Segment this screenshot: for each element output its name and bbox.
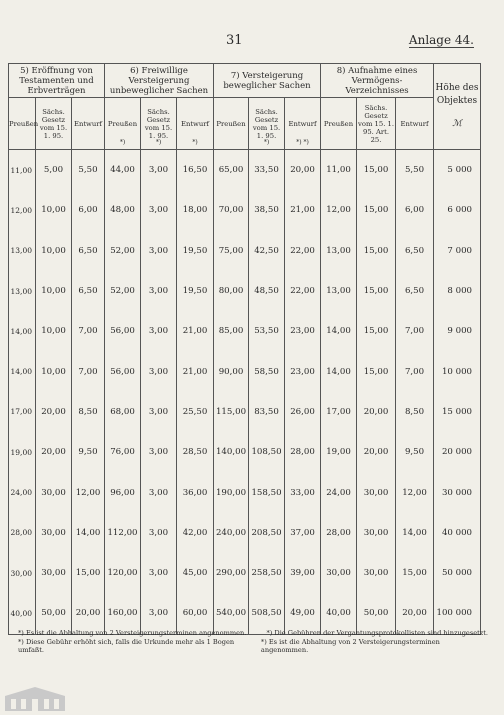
table-cell: 30,00 [321, 553, 357, 593]
table-cell: 15,00 [357, 190, 396, 230]
table-cell: 6,50 [396, 271, 434, 311]
table-cell: 20,00 [285, 150, 321, 191]
footnote-marker: *) [192, 139, 198, 146]
table-cell: 14,00 [9, 351, 36, 391]
fee-table [8, 63, 481, 635]
sub-header-label: Sächs. Gesetz vom 15. 1. 95. [144, 107, 173, 140]
table-cell: 108,50 [249, 432, 285, 472]
table-row [9, 351, 481, 391]
table-cell: 258,50 [249, 553, 285, 593]
group-header-5: 5) Eröffnung von Testamenten und Erbverträgen [9, 64, 105, 98]
table-cell: 3,00 [141, 392, 177, 432]
sub-header-preussen: Preußen [321, 98, 357, 150]
table-cell: 30,00 [357, 472, 396, 512]
table-cell: 15,00 [357, 150, 396, 191]
footnote-marker: *) [263, 139, 270, 146]
table-cell: 6,00 [396, 190, 434, 230]
table-cell: 75,00 [214, 231, 249, 271]
table-cell: 90,00 [214, 351, 249, 391]
table-cell: 58,50 [249, 351, 285, 391]
table-cell: 12,00 [9, 190, 36, 230]
table-cell: 30,00 [36, 553, 72, 593]
table-cell: 48,00 [105, 190, 141, 230]
table-cell: 3,00 [141, 231, 177, 271]
hoehe-header [434, 64, 481, 150]
table-cell: 37,00 [285, 513, 321, 553]
table-cell: 68,00 [105, 392, 141, 432]
table-cell: 85,00 [214, 311, 249, 351]
table-row [9, 593, 481, 634]
table-cell: 42,00 [177, 513, 214, 553]
table-cell: 14,00 [72, 513, 105, 553]
footnote-marker: *) [155, 139, 162, 146]
group-header-7: 7) Versteigerung beweglicher Sachen [214, 64, 321, 98]
table-cell: 140,00 [214, 432, 249, 472]
table-cell: 48,50 [249, 271, 285, 311]
table-cell: 160,00 [105, 593, 141, 634]
table-cell: 9,50 [72, 432, 105, 472]
table-cell: 28,00 [321, 513, 357, 553]
sub-header-gesetz-art: Sächs. Gesetz vom 15. 1. 95. Art. 25. [357, 98, 396, 150]
table-cell: 3,00 [141, 593, 177, 634]
table-cell: 7,00 [396, 311, 434, 351]
sub-header-entwurf: Entwurf [72, 98, 105, 150]
sub-header-preussen [105, 98, 141, 150]
table-cell: 65,00 [214, 150, 249, 191]
table-cell: 17,00 [9, 392, 36, 432]
table-cell: 20 000 [434, 432, 481, 472]
table-cell: 18,00 [177, 190, 214, 230]
table-cell: 3,00 [141, 271, 177, 311]
table-cell: 40 000 [434, 513, 481, 553]
table-cell: 10 000 [434, 351, 481, 391]
table-row [9, 311, 481, 351]
fee-table-body [9, 150, 481, 635]
table-cell: 76,00 [105, 432, 141, 472]
table-cell: 28,00 [9, 513, 36, 553]
table-cell: 19,50 [177, 271, 214, 311]
table-cell: 20,00 [36, 432, 72, 472]
table-cell: 12,00 [396, 472, 434, 512]
table-cell: 38,50 [249, 190, 285, 230]
table-cell: 20,00 [36, 392, 72, 432]
page-number: 31 [226, 33, 243, 48]
table-cell: 14,00 [321, 351, 357, 391]
footnote-marker: *) [119, 139, 126, 146]
table-cell: 3,00 [141, 190, 177, 230]
table-cell: 5,50 [72, 150, 105, 191]
table-cell: 21,00 [177, 351, 214, 391]
group-header-6: 6) Freiwillige Versteigerung unbeweglicher Sachen [105, 64, 214, 98]
table-cell: 14,00 [321, 311, 357, 351]
table-cell: 20,00 [357, 432, 396, 472]
table-cell: 6 000 [434, 190, 481, 230]
table-cell: 60,00 [177, 593, 214, 634]
table-cell: 24,00 [9, 472, 36, 512]
table-cell: 112,00 [105, 513, 141, 553]
table-cell: 190,00 [214, 472, 249, 512]
table-cell: 120,00 [105, 553, 141, 593]
fee-table-container [8, 63, 480, 635]
table-cell: 28,50 [177, 432, 214, 472]
sub-header-label: Preußen [107, 119, 138, 128]
table-cell: 3,00 [141, 432, 177, 472]
sub-header-entwurf: Entwurf [396, 98, 434, 150]
table-cell: 540,00 [214, 593, 249, 634]
table-row [9, 190, 481, 230]
group-header-8: 8) Aufnahme eines Vermögens-Verzeichnisses [321, 64, 434, 98]
table-cell: 3,00 [141, 513, 177, 553]
table-cell: 8 000 [434, 271, 481, 311]
sub-header-entwurf [285, 98, 321, 150]
sub-header-label: Entwurf [288, 119, 317, 128]
table-row [9, 271, 481, 311]
table-cell: 20,00 [396, 593, 434, 634]
table-cell: 56,00 [105, 311, 141, 351]
sub-header-label: Sächs. Gesetz vom 15. 1. 95. [252, 107, 281, 140]
sub-header-label: Entwurf [180, 119, 210, 128]
table-cell: 9 000 [434, 311, 481, 351]
table-cell: 22,00 [285, 271, 321, 311]
table-cell: 25,50 [177, 392, 214, 432]
table-row [9, 472, 481, 512]
sub-header-gesetz [141, 98, 177, 150]
table-cell: 21,00 [177, 311, 214, 351]
table-cell: 13,00 [9, 271, 36, 311]
table-cell: 19,00 [9, 432, 36, 472]
table-cell: 36,00 [177, 472, 214, 512]
table-cell: 14,00 [9, 311, 36, 351]
table-cell: 15,00 [357, 271, 396, 311]
table-cell: 8,50 [72, 392, 105, 432]
table-cell: 158,50 [249, 472, 285, 512]
table-cell: 15,00 [357, 311, 396, 351]
table-cell: 42,50 [249, 231, 285, 271]
table-cell: 52,00 [105, 271, 141, 311]
table-cell: 33,50 [249, 150, 285, 191]
table-cell: 15,00 [357, 231, 396, 271]
table-cell: 49,00 [285, 593, 321, 634]
table-cell: 30,00 [36, 472, 72, 512]
sub-header-gesetz [249, 98, 285, 150]
footnote-marker: *) *) [296, 139, 309, 146]
table-cell: 21,00 [285, 190, 321, 230]
table-cell: 30,00 [357, 553, 396, 593]
table-cell: 10,00 [36, 190, 72, 230]
table-cell: 39,00 [285, 553, 321, 593]
footnotes [18, 629, 488, 655]
table-cell: 5,00 [36, 150, 72, 191]
table-cell: 30,00 [357, 513, 396, 553]
table-cell: 13,00 [9, 231, 36, 271]
table-cell: 23,00 [285, 351, 321, 391]
table-cell: 10,00 [36, 271, 72, 311]
table-cell: 115,00 [214, 392, 249, 432]
table-cell: 208,50 [249, 513, 285, 553]
table-cell: 9,50 [396, 432, 434, 472]
table-row [9, 392, 481, 432]
table-cell: 7,00 [72, 351, 105, 391]
table-cell: 240,00 [214, 513, 249, 553]
table-cell: 6,50 [396, 231, 434, 271]
table-cell: 3,00 [141, 150, 177, 191]
table-cell: 15,00 [396, 553, 434, 593]
table-cell: 30,00 [9, 553, 36, 593]
table-cell: 19,50 [177, 231, 214, 271]
table-cell: 7,00 [72, 311, 105, 351]
table-cell: 15,00 [357, 351, 396, 391]
table-row [9, 150, 481, 191]
footnote: *) Es ist die Abhaltung von 2 Versteigerungsterminen angenommen. [260, 637, 440, 654]
table-cell: 6,50 [72, 271, 105, 311]
table-cell: 20,00 [72, 593, 105, 634]
table-cell: 8,50 [396, 392, 434, 432]
table-cell: 16,50 [177, 150, 214, 191]
footnote-row [18, 629, 488, 638]
table-cell: 13,00 [321, 231, 357, 271]
table-cell: 96,00 [105, 472, 141, 512]
table-cell: 33,00 [285, 472, 321, 512]
table-cell: 7 000 [434, 231, 481, 271]
table-cell: 19,00 [321, 432, 357, 472]
sub-header-preussen: Preußen [9, 98, 36, 150]
table-cell: 40,00 [9, 593, 36, 634]
sub-header-entwurf [177, 98, 214, 150]
table-row [9, 432, 481, 472]
table-cell: 44,00 [105, 150, 141, 191]
footnote-row [18, 638, 488, 655]
table-cell: 12,00 [72, 472, 105, 512]
table-cell: 11,00 [321, 150, 357, 191]
table-cell: 50 000 [434, 553, 481, 593]
sub-header-gesetz: Sächs. Gesetz vom 15. 1. 95. [36, 98, 72, 150]
table-cell: 28,00 [285, 432, 321, 472]
table-cell: 56,00 [105, 351, 141, 391]
table-cell: 22,00 [285, 231, 321, 271]
table-cell: 14,00 [396, 513, 434, 553]
annex-label: Anlage 44. [408, 33, 474, 47]
table-cell: 3,00 [141, 351, 177, 391]
table-cell: 11,00 [9, 150, 36, 191]
table-cell: 30 000 [434, 472, 481, 512]
table-cell: 10,00 [36, 311, 72, 351]
table-cell: 3,00 [141, 472, 177, 512]
table-cell: 80,00 [214, 271, 249, 311]
currency-symbol: ℳ [452, 119, 462, 129]
table-cell: 53,50 [249, 311, 285, 351]
table-row [9, 513, 481, 553]
table-cell: 24,00 [321, 472, 357, 512]
table-cell: 50,00 [357, 593, 396, 634]
footnote: *) Es ist die Abhaltung von 2 Versteigerungsterminen angenommen. [18, 629, 247, 637]
table-cell: 10,00 [36, 351, 72, 391]
table-cell: 6,50 [72, 231, 105, 271]
table-cell: 508,50 [249, 593, 285, 634]
table-cell: 100 000 [434, 593, 481, 634]
table-cell: 40,00 [321, 593, 357, 634]
table-cell: 23,00 [285, 311, 321, 351]
footnote: *) Diese Gebühr erhöht sich, falls die Urkunde mehr als 1 Bogen umfaßt. [18, 637, 235, 654]
table-cell: 70,00 [214, 190, 249, 230]
table-cell: 7,00 [396, 351, 434, 391]
table-cell: 50,00 [36, 593, 72, 634]
table-cell: 45,00 [177, 553, 214, 593]
library-logo [3, 686, 67, 712]
table-cell: 3,00 [141, 311, 177, 351]
table-cell: 5 000 [434, 150, 481, 191]
footnote: *) Die Gebühren der Vergantungsprotokollisten sind hinzugesetzt. [266, 629, 488, 637]
table-cell: 290,00 [214, 553, 249, 593]
table-cell: 20,00 [357, 392, 396, 432]
sub-header-preussen: Preußen [214, 98, 249, 150]
table-cell: 52,00 [105, 231, 141, 271]
table-cell: 3,00 [141, 553, 177, 593]
table-cell: 26,00 [285, 392, 321, 432]
table-cell: 30,00 [36, 513, 72, 553]
table-row [9, 553, 481, 593]
table-cell: 5,50 [396, 150, 434, 191]
table-cell: 83,50 [249, 392, 285, 432]
table-cell: 17,00 [321, 392, 357, 432]
table-cell: 15 000 [434, 392, 481, 432]
table-cell: 15,00 [72, 553, 105, 593]
table-cell: 13,00 [321, 271, 357, 311]
table-cell: 10,00 [36, 231, 72, 271]
hoehe-label: Höhe des Objektes [435, 83, 479, 106]
table-cell: 6,00 [72, 190, 105, 230]
table-row [9, 231, 481, 271]
table-cell: 12,00 [321, 190, 357, 230]
